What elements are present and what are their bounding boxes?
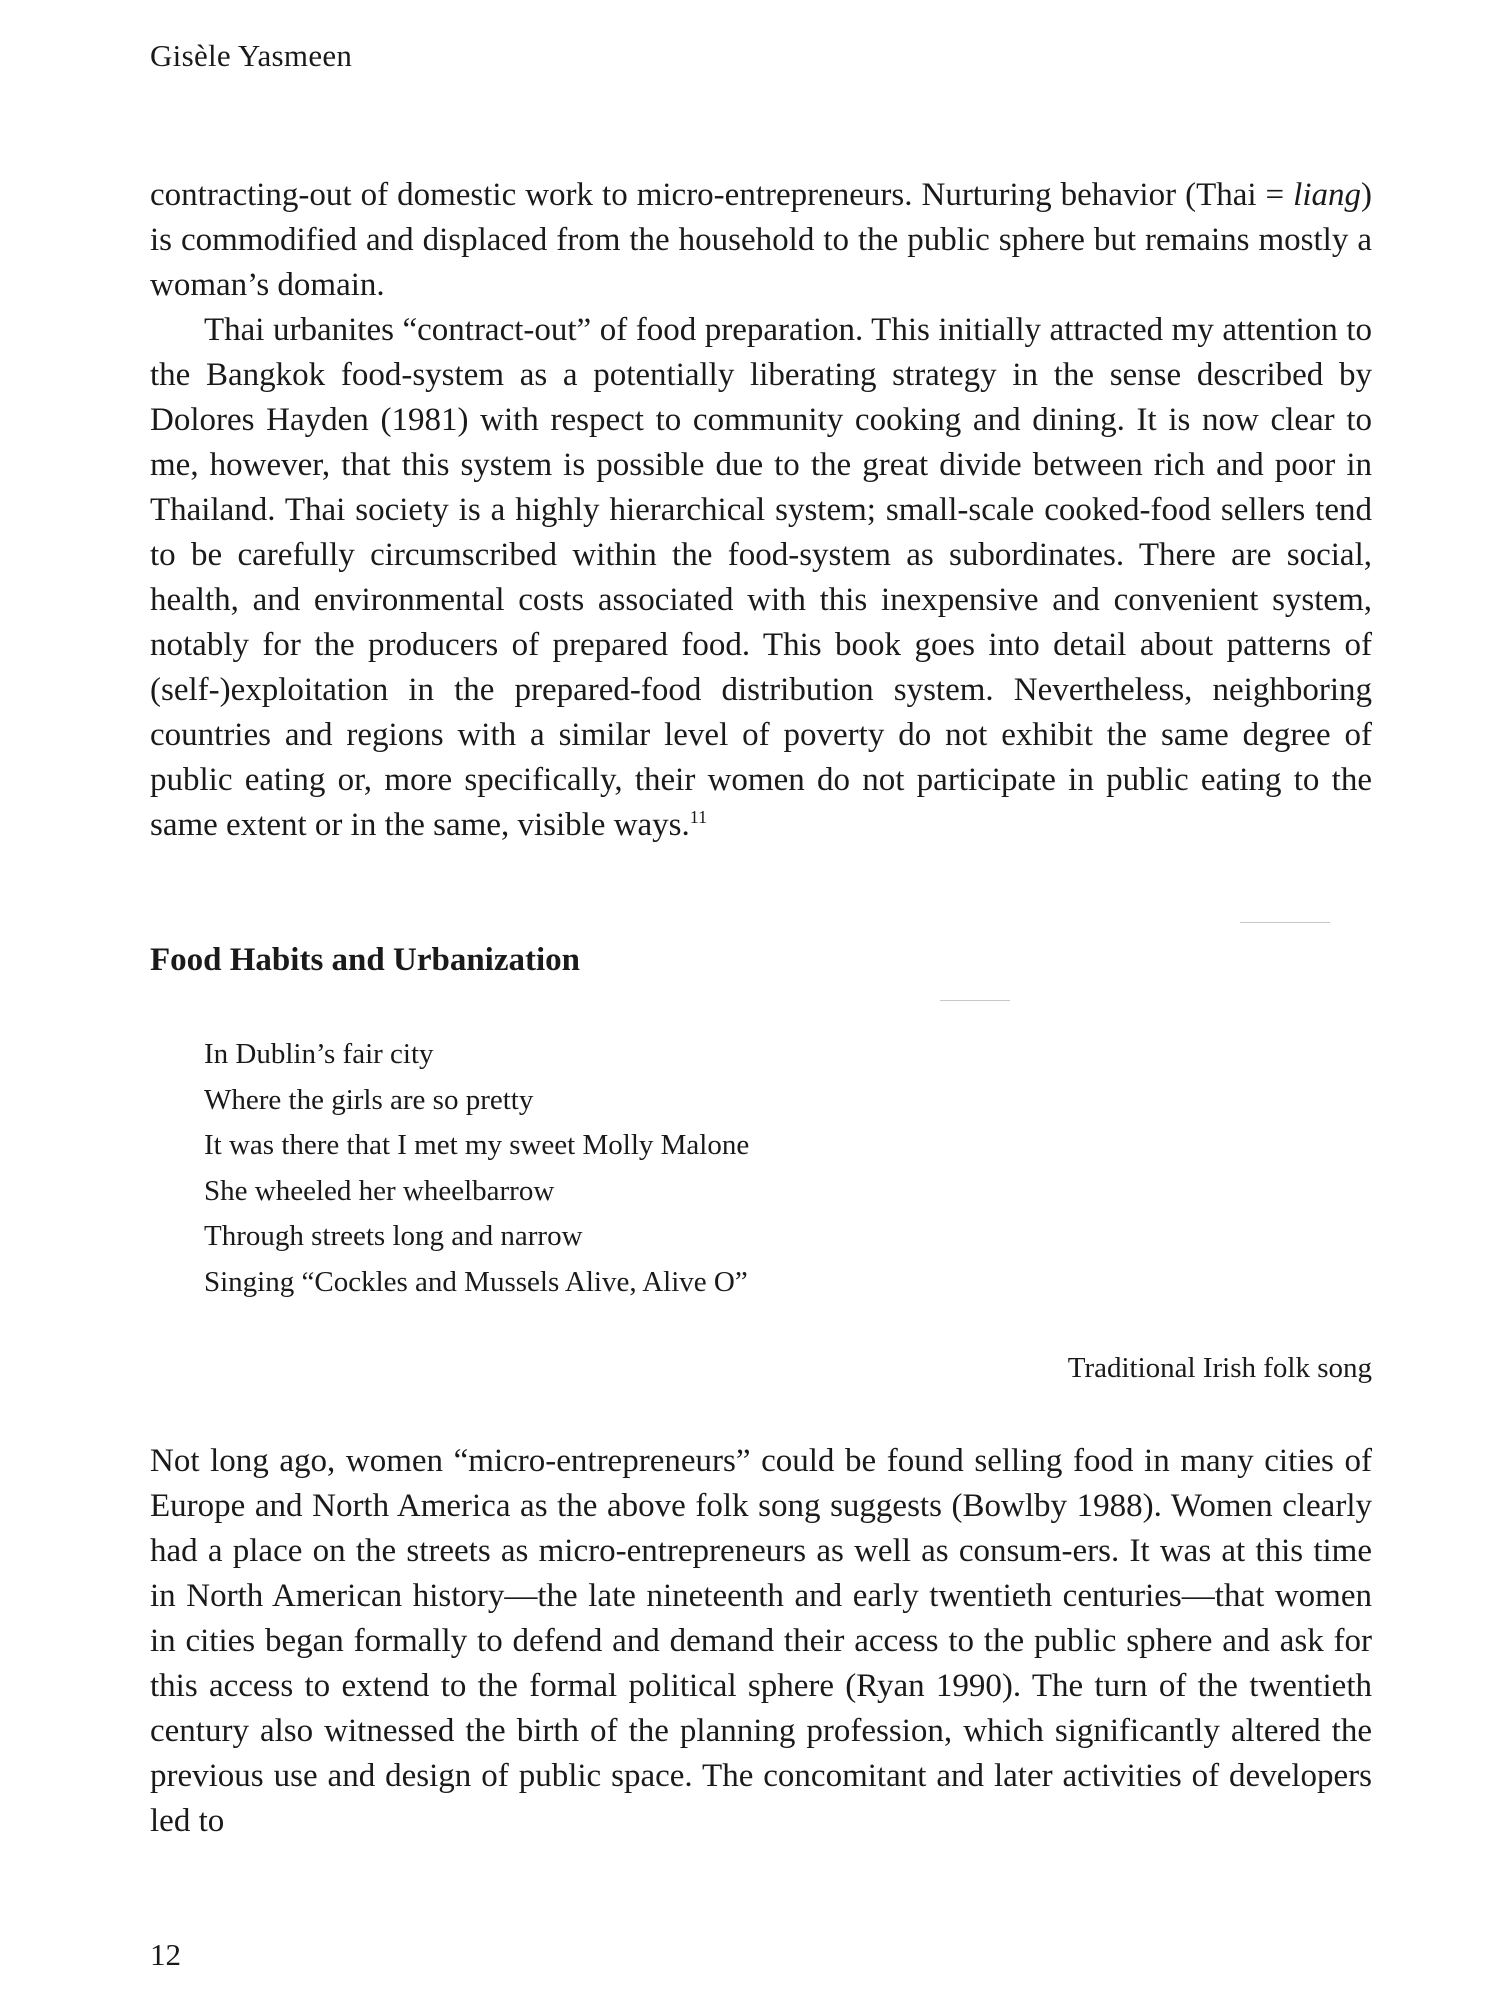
verse-line: It was there that I met my sweet Molly Malone — [204, 1129, 750, 1161]
verse-line: In Dublin’s fair city — [204, 1038, 434, 1070]
paragraph-continuation — [150, 173, 1372, 308]
verse-line: Where the girls are so pretty — [204, 1083, 534, 1116]
epigraph-verse — [204, 1032, 749, 1305]
paragraph-text: Thai urbanites “contract-out” of food preparation. This initially attracted my attention to the Bangkok food-system as a potentially liberating strategy in the sense described by Dolores Hayden (1981) with respect to community cooking and dining. It is now clear to me, however, that this system is possible due to the great divide between rich and poor in Thailand. Thai society is a highly hierarchical system; small-scale cooked-food sellers tend to be carefully circumscribed within the food-system as subordinates. There are social, health, and environmental costs associated with this inexpensive and convenient system, notably for the producers of prepared food. This book goes into detail about patterns of (self-)exploitation in the prepared-food distribution system. Nevertheless, neighboring countries and regions with a similar level of poverty do not exhibit the same degree of public eating or, more specifically, their women do not participate in public eating to the same extent or in the same, visible ways. — [150, 312, 1372, 843]
page-number: 12 — [150, 1937, 181, 1972]
paragraph-text: contracting-out of domestic work to micro-entrepreneurs. Nurturing behavior (Thai = — [150, 177, 1294, 213]
paragraph-text: ) is commodified and displaced from the household to the public sphere but remains mostly a woman’s domain. — [150, 177, 1372, 303]
paragraph — [150, 308, 1372, 848]
scan-mark — [940, 1000, 1010, 1001]
verse-line: Through streets long and narrow — [204, 1220, 583, 1252]
italic-term: liang — [1293, 177, 1361, 213]
section-heading: Food Habits and Urbanization — [150, 942, 580, 978]
footnote-reference: 11 — [689, 807, 708, 827]
verse-line: Singing “Cockles and Mussels Alive, Alive O” — [204, 1265, 748, 1298]
epigraph-attribution: Traditional Irish folk song — [1067, 1352, 1372, 1384]
scan-mark — [1240, 922, 1330, 923]
paragraph: Not long ago, women “micro-entrepreneurs” could be found selling food in many cities of Europe and North America as the above folk song suggests (Bowlby 1988). Women clearly had a place on the streets as micro-entrepreneurs as well as consum-ers. It was at this time in North American history—the late nineteenth and early twentieth centuries—that women in cities began formally to defend and demand their access to the public sphere and ask for this access to extend to the formal political sphere (Ryan 1990). The turn of the twentieth century also witnessed the birth of the planning profession, which significantly altered the previous use and design of public space. The concomitant and later activities of developers led to — [150, 1443, 1372, 1839]
body-text-lower — [150, 1439, 1372, 1844]
body-text-upper — [150, 173, 1372, 848]
running-head-author: Gisèle Yasmeen — [150, 38, 353, 73]
verse-line: She wheeled her wheelbarrow — [204, 1174, 555, 1207]
